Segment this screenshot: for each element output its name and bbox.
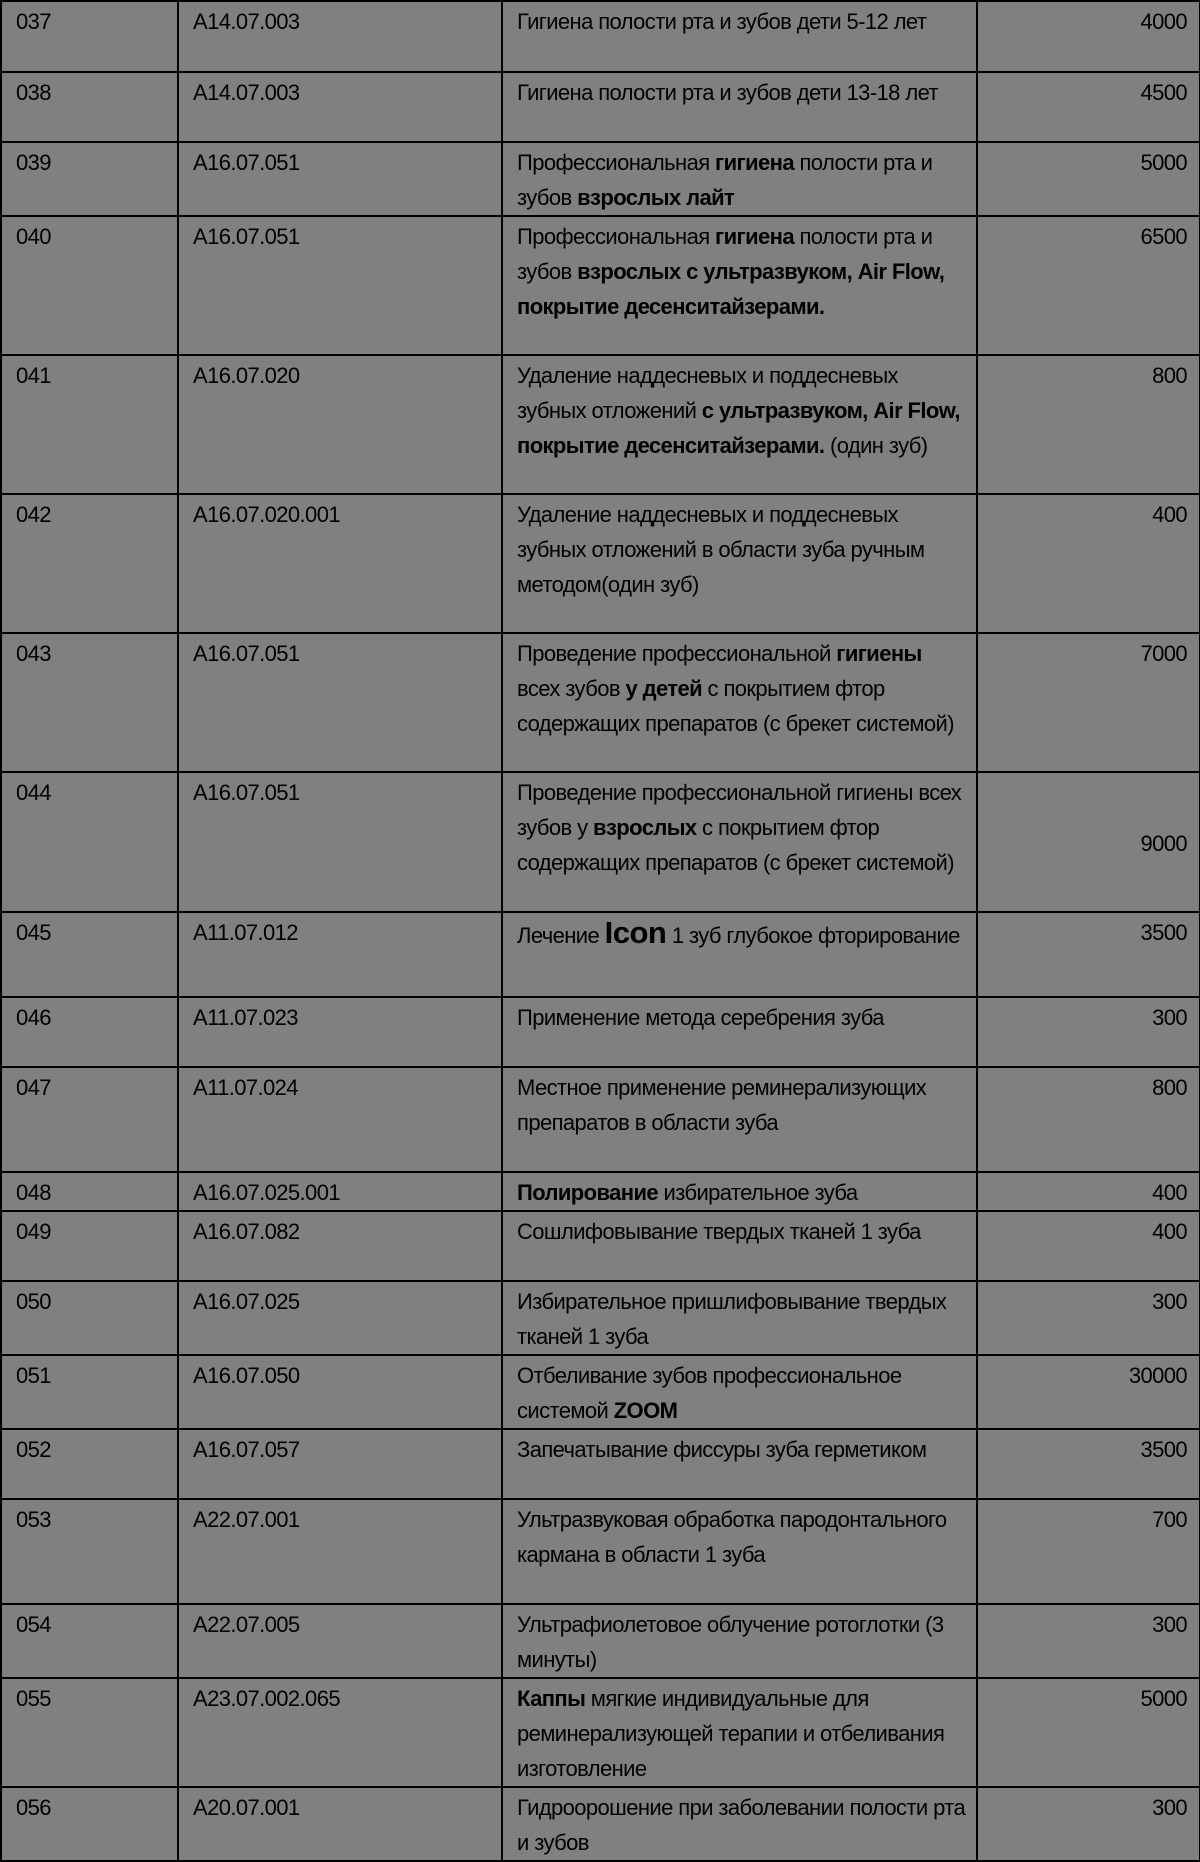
text-segment: Запечатывание фиссуры зуба герметиком bbox=[517, 1437, 927, 1462]
bold-text-segment: гигиена bbox=[715, 150, 794, 175]
service-price-cell: 400 bbox=[977, 494, 1200, 633]
text-segment: с покрытием фтор содержащих препаратов (с брекет системой) bbox=[517, 815, 954, 875]
table-row bbox=[1, 1355, 1200, 1429]
table-body bbox=[1, 1, 1200, 1861]
service-number-cell: 043 bbox=[1, 633, 178, 772]
text-segment: Сошлифовывание твердых тканей 1 зуба bbox=[517, 1219, 921, 1244]
table-row bbox=[1, 997, 1200, 1067]
text-segment: Избирательное пришлифовывание твердых тканей 1 зуба bbox=[517, 1289, 947, 1349]
bold-text-segment: гигиена bbox=[715, 224, 794, 249]
service-number-cell: 053 bbox=[1, 1499, 178, 1604]
service-number-cell: 048 bbox=[1, 1172, 178, 1211]
service-code-cell: A16.07.051 bbox=[178, 142, 502, 216]
text-segment: (один зуб) bbox=[824, 433, 928, 458]
service-description-cell bbox=[502, 1429, 977, 1499]
service-code-cell: A16.07.020.001 bbox=[178, 494, 502, 633]
service-price-cell: 800 bbox=[977, 355, 1200, 494]
table-row bbox=[1, 1604, 1200, 1678]
service-price-cell: 3500 bbox=[977, 912, 1200, 997]
text-segment: Гигиена полости рта и зубов дети 13-18 лет bbox=[517, 80, 938, 105]
service-number-cell: 047 bbox=[1, 1067, 178, 1172]
table-row bbox=[1, 1678, 1200, 1787]
table-row bbox=[1, 355, 1200, 494]
service-number-cell: 044 bbox=[1, 772, 178, 912]
service-code-cell: A16.07.051 bbox=[178, 772, 502, 912]
text-segment: Профессиональная bbox=[517, 150, 716, 175]
service-number-cell: 039 bbox=[1, 142, 178, 216]
table-row bbox=[1, 912, 1200, 997]
service-price-cell: 5000 bbox=[977, 1678, 1200, 1787]
service-code-cell: A16.07.082 bbox=[178, 1211, 502, 1281]
service-price-cell: 4500 bbox=[977, 72, 1200, 142]
service-code-cell: A22.07.001 bbox=[178, 1499, 502, 1604]
table-row bbox=[1, 1172, 1200, 1211]
service-description-cell bbox=[502, 1281, 977, 1355]
service-price-cell: 700 bbox=[977, 1499, 1200, 1604]
service-number-cell: 054 bbox=[1, 1604, 178, 1678]
service-code-cell: A11.07.024 bbox=[178, 1067, 502, 1172]
table-row bbox=[1, 1211, 1200, 1281]
service-code-cell: A16.07.020 bbox=[178, 355, 502, 494]
bold-text-segment: гигиены bbox=[836, 641, 922, 666]
service-description-cell bbox=[502, 494, 977, 633]
service-code-cell: A16.07.051 bbox=[178, 216, 502, 355]
service-price-cell: 6500 bbox=[977, 216, 1200, 355]
text-segment: Проведение профессиональной bbox=[517, 641, 837, 666]
service-description-cell bbox=[502, 1355, 977, 1429]
service-description-cell bbox=[502, 1172, 977, 1211]
service-description-cell bbox=[502, 772, 977, 912]
service-description-cell bbox=[502, 355, 977, 494]
table-row bbox=[1, 772, 1200, 912]
service-description-cell bbox=[502, 142, 977, 216]
text-segment: Ультрафиолетовое облучение ротоглотки (3 минуты) bbox=[517, 1612, 944, 1672]
table-row bbox=[1, 1429, 1200, 1499]
service-number-cell: 045 bbox=[1, 912, 178, 997]
service-code-cell: A20.07.001 bbox=[178, 1787, 502, 1861]
service-number-cell: 037 bbox=[1, 1, 178, 72]
service-price-cell: 400 bbox=[977, 1172, 1200, 1211]
table-row bbox=[1, 1787, 1200, 1861]
service-price-cell: 300 bbox=[977, 997, 1200, 1067]
service-code-cell: A16.07.025.001 bbox=[178, 1172, 502, 1211]
service-number-cell: 056 bbox=[1, 1787, 178, 1861]
service-description-cell bbox=[502, 1067, 977, 1172]
service-code-cell: A11.07.012 bbox=[178, 912, 502, 997]
table-row bbox=[1, 1499, 1200, 1604]
service-price-cell: 7000 bbox=[977, 633, 1200, 772]
table-row bbox=[1, 216, 1200, 355]
text-segment: полости рта и зубов bbox=[517, 224, 933, 284]
service-number-cell: 055 bbox=[1, 1678, 178, 1787]
service-price-cell: 300 bbox=[977, 1604, 1200, 1678]
bold-text-segment: взрослых лайт bbox=[577, 185, 735, 210]
service-number-cell: 051 bbox=[1, 1355, 178, 1429]
service-code-cell: A14.07.003 bbox=[178, 1, 502, 72]
service-price-cell: 9000 bbox=[977, 772, 1200, 912]
table-row bbox=[1, 1067, 1200, 1172]
text-segment: Удаление наддесневых и поддесневых зубных отложений в области зуба ручным методом(один зуб) bbox=[517, 502, 925, 597]
service-code-cell: A22.07.005 bbox=[178, 1604, 502, 1678]
service-description-cell bbox=[502, 72, 977, 142]
table-row bbox=[1, 494, 1200, 633]
text-segment: Применение метода серебрения зуба bbox=[517, 1005, 884, 1030]
table-row bbox=[1, 142, 1200, 216]
service-code-cell: A11.07.023 bbox=[178, 997, 502, 1067]
service-number-cell: 041 bbox=[1, 355, 178, 494]
bold-text-segment: Полирование bbox=[517, 1180, 658, 1205]
service-description-cell bbox=[502, 216, 977, 355]
service-description-cell bbox=[502, 912, 977, 997]
bold-text-segment: взрослых bbox=[593, 815, 697, 840]
bold-text-segment: Каппы bbox=[517, 1686, 586, 1711]
service-price-cell: 4000 bbox=[977, 1, 1200, 72]
service-price-cell: 3500 bbox=[977, 1429, 1200, 1499]
text-segment: избирательное зуба bbox=[658, 1180, 858, 1205]
text-segment: Удаление наддесневых и поддесневых зубных отложений bbox=[517, 363, 898, 423]
service-description-cell bbox=[502, 1211, 977, 1281]
service-number-cell: 040 bbox=[1, 216, 178, 355]
text-segment: с покрытием фтор содержащих препаратов (с брекет системой) bbox=[517, 676, 954, 736]
bold-text-segment: ZOOM bbox=[613, 1398, 678, 1423]
text-segment: всех зубов bbox=[517, 676, 626, 701]
text-segment: полости рта и зубов bbox=[517, 150, 933, 210]
text-segment: Гигиена полости рта и зубов дети 5-12 лет bbox=[517, 9, 927, 34]
service-number-cell: 052 bbox=[1, 1429, 178, 1499]
service-description-cell bbox=[502, 1499, 977, 1604]
service-price-cell: 5000 bbox=[977, 142, 1200, 216]
bold-text-segment: взрослых с ультразвуком, Air Flow, покрытие десенситайзерами. bbox=[517, 259, 945, 319]
bold-text-segment: у детей bbox=[625, 676, 703, 701]
service-number-cell: 046 bbox=[1, 997, 178, 1067]
brand-name-text: Icon bbox=[604, 915, 667, 950]
bold-text-segment: с ультразвуком, Air Flow, покрытие десенситайзерами. bbox=[517, 398, 960, 458]
table-row bbox=[1, 1, 1200, 72]
service-description-cell bbox=[502, 1678, 977, 1787]
table-row bbox=[1, 72, 1200, 142]
text-segment: Лечение bbox=[517, 923, 605, 948]
service-code-cell: A16.07.051 bbox=[178, 633, 502, 772]
service-description-cell bbox=[502, 633, 977, 772]
text-segment: Профессиональная bbox=[517, 224, 716, 249]
table-row bbox=[1, 633, 1200, 772]
text-segment: мягкие индивидуальные для реминерализующей терапии и отбеливания изготовление bbox=[517, 1686, 945, 1781]
service-description-cell bbox=[502, 997, 977, 1067]
service-price-cell: 300 bbox=[977, 1281, 1200, 1355]
service-description-cell bbox=[502, 1787, 977, 1861]
service-code-cell: A16.07.050 bbox=[178, 1355, 502, 1429]
text-segment: 1 зуб глубокое фторирование bbox=[666, 923, 960, 948]
service-number-cell: 038 bbox=[1, 72, 178, 142]
service-description-cell bbox=[502, 1, 977, 72]
text-segment: Отбеливание зубов профессиональное системой bbox=[517, 1363, 902, 1423]
text-segment: Гидроорошение при заболевании полости рта и зубов bbox=[517, 1795, 966, 1855]
table-row bbox=[1, 1281, 1200, 1355]
service-number-cell: 049 bbox=[1, 1211, 178, 1281]
service-number-cell: 042 bbox=[1, 494, 178, 633]
service-price-cell: 800 bbox=[977, 1067, 1200, 1172]
service-description-cell bbox=[502, 1604, 977, 1678]
service-code-cell: A16.07.025 bbox=[178, 1281, 502, 1355]
service-code-cell: A16.07.057 bbox=[178, 1429, 502, 1499]
text-segment: Проведение профессиональной гигиены всех зубов у bbox=[517, 780, 962, 840]
service-code-cell: A14.07.003 bbox=[178, 72, 502, 142]
service-price-cell: 300 bbox=[977, 1787, 1200, 1861]
text-segment: Ультразвуковая обработка пародонтального кармана в области 1 зуба bbox=[517, 1507, 947, 1567]
text-segment: Местное применение реминерализующих препаратов в области зуба bbox=[517, 1075, 927, 1135]
service-price-cell: 30000 bbox=[977, 1355, 1200, 1429]
service-number-cell: 050 bbox=[1, 1281, 178, 1355]
service-price-cell: 400 bbox=[977, 1211, 1200, 1281]
service-code-cell: A23.07.002.065 bbox=[178, 1678, 502, 1787]
